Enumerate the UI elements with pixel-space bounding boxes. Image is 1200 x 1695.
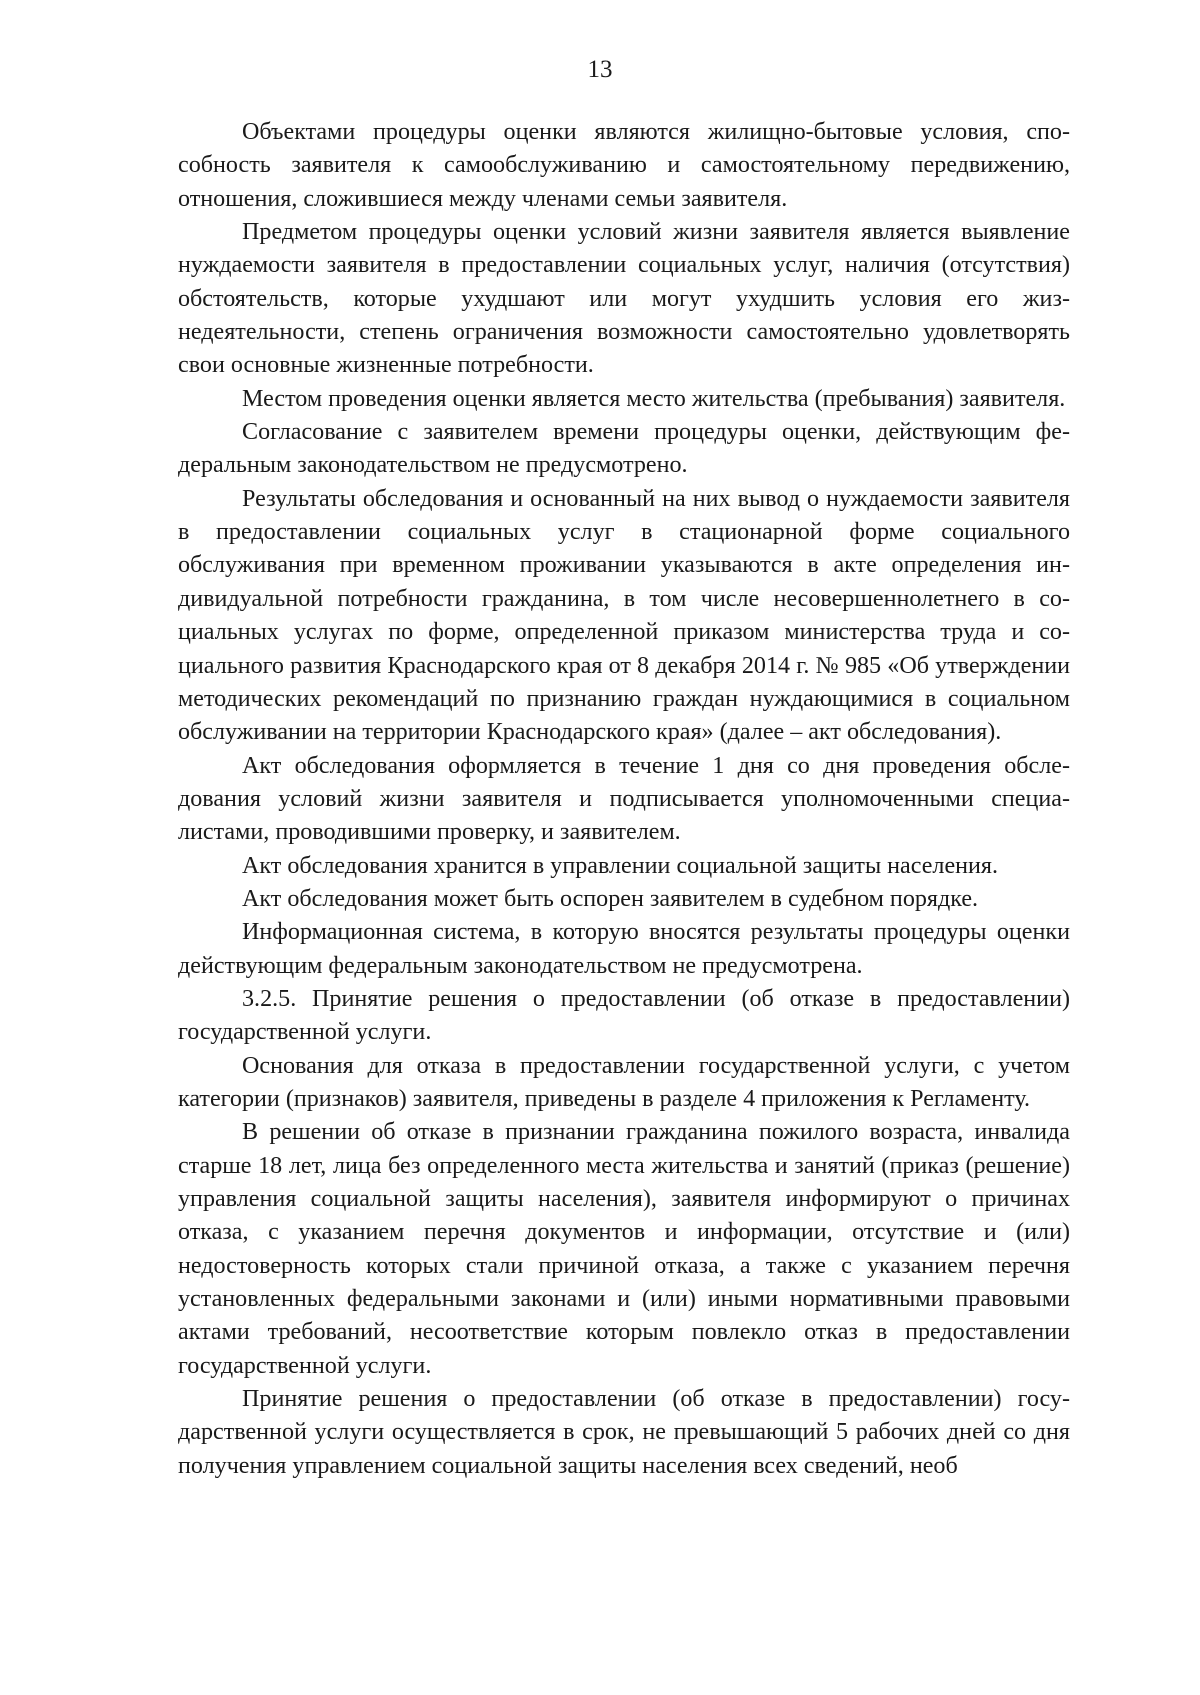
paragraph-survey-results: Результаты обследования и основанный на них вывод о нуждаемости заявителя в предоставлении социальных услуг в стационарной форме социального обслуживания при временном проживании указываются в акте определения индивидуальной потребности гражданина, в том числе несовершеннолетнего в социальных услугах по форме, определенной приказом министерства труда и социального развития Краснодарского края от 8 декабря 2014 г. № 985 «Об утверждении методических рекомендаций по признанию граждан нуждающимися в социальном обслуживании на территории Краснодарского края» (далее – акт обследования). — [178, 485, 1070, 746]
page-number: 13 — [587, 56, 613, 83]
paragraph-section-3-2-5: 3.2.5. Принятие решения о предоставлении (об отказе в предоставлении) государственной услуги. — [178, 985, 1070, 1046]
paragraph-time-agreement: Согласование с заявителем времени процедуры оценки, действующим федеральным законодательством не предусмотрено. — [178, 419, 1070, 479]
paragraph-refusal-grounds: Основания для отказа в предоставлении государственной услуги, с учетом категории (признаков) заявителя, приведены в разделе 4 приложения к Регламенту. — [178, 1052, 1070, 1112]
paragraph-information-system: Информационная система, в которую вносятся результаты процедуры оценки действующим федеральным законодательством не предусмотрена. — [178, 919, 1070, 979]
paragraph-assessment-subject: Предметом процедуры оценки условий жизни заявителя является выявление нуждаемости заявителя в предоставлении социальных услуг, наличия (отсутствия) обстоятельств, которые ухудшают или могут ухудшить условия его жизнедеятельности, степень ограничения возможности самостоятельно удовлетворять свои основные жизненные потребности. — [178, 219, 1070, 379]
paragraph-decision-term: Принятие решения о предоставлении (об отказе в предоставлении) государственной услуги осуществляется в срок, не превышающий 5 рабочих дней со дня получения управлением социальной защиты населения всех сведений, необ — [178, 1386, 1070, 1479]
paragraph-survey-act-appeal: Акт обследования может быть оспорен заявителем в судебном порядке. — [242, 885, 979, 912]
paragraph-survey-act-storage: Акт обследования хранится в управлении социальной защиты населения. — [242, 852, 999, 879]
paragraph-survey-act-execution: Акт обследования оформляется в течение 1 дня со дня проведения обследования условий жизни заявителя и подписывается уполномоченными специалистами, проводившими проверку, и заявителем. — [178, 752, 1070, 846]
document-body — [178, 116, 1070, 1483]
paragraph-assessment-objects: Объектами процедуры оценки являются жилищно-бытовые условия, способность заявителя к самообслуживанию и самостоятельному передвижению, отношения, сложившиеся между членами семьи заявителя. — [178, 119, 1070, 212]
paragraph-assessment-place: Местом проведения оценки является место жительства (пребывания) заявителя. — [242, 385, 1066, 412]
paragraph-refusal-decision: В решении об отказе в признании гражданина пожилого возраста, инвалида старше 18 лет, лица без определенного места жительства и занятий (приказ (решение) управления социальной защиты населения), заявителя информируют о причинах отказа, с указанием перечня документов и информации, отсутствие и (или) недостоверность которых стали причиной отказа, а также с указанием перечня установленных федеральными законами и (или) иными нормативными правовыми актами требований, несоответствие которым повлекло отказ в предоставлении государственной услуги. — [178, 1119, 1070, 1379]
